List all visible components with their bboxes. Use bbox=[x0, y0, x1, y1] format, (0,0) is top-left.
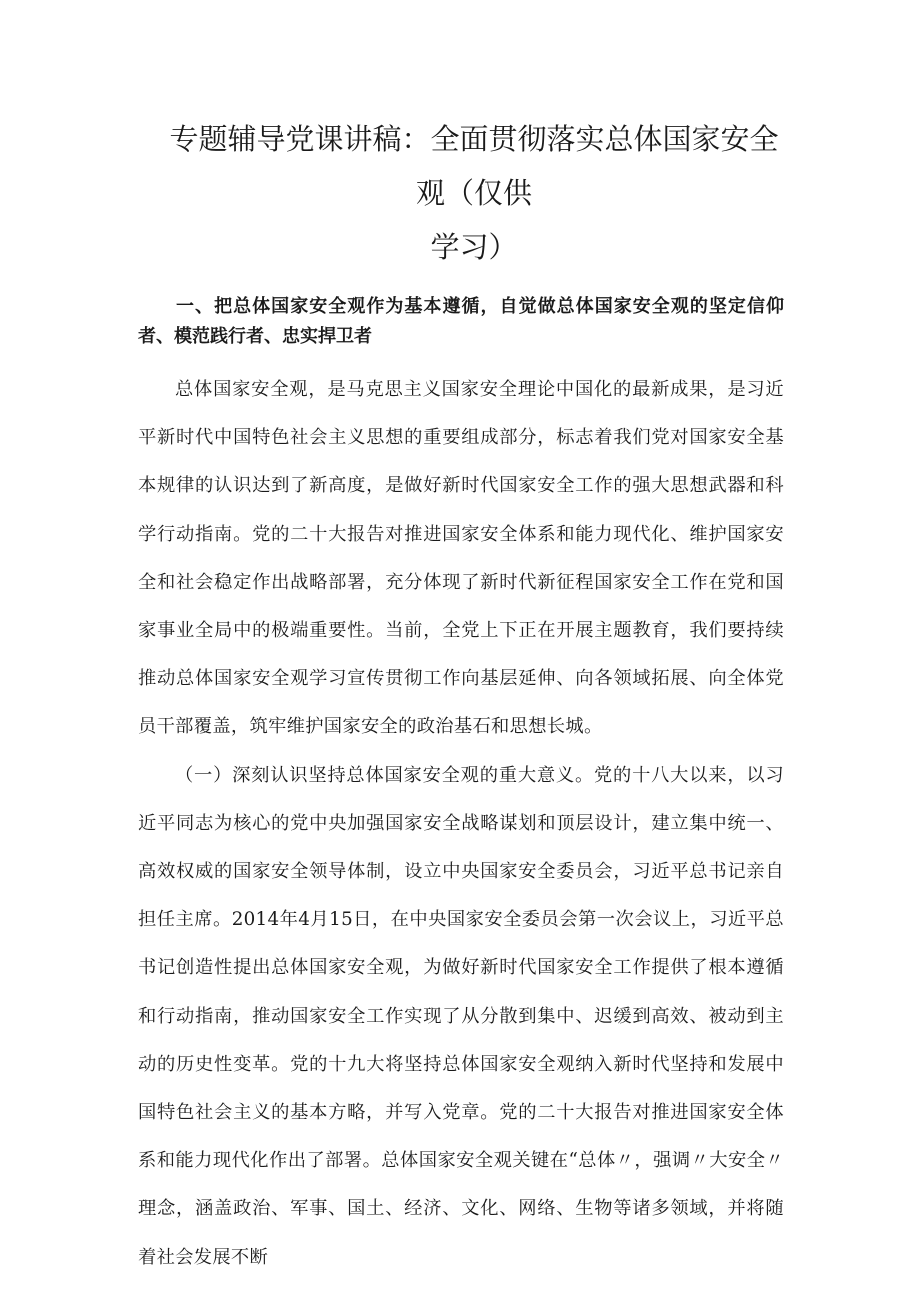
section-heading-1: 一、把总体国家安全观作为基本遵循，自觉做总体国家安全观的坚定信仰者、模范践行者、忠实捍卫者 bbox=[138, 296, 784, 347]
body-paragraph-1: 总体国家安全观，是马克思主义国家安全理论中国化的最新成果，是习近平新时代中国特色社会主义思想的重要组成部分，标志着我们党对国家安全基本规律的认识达到了新高度，是做好新时代国家安全工作的强大思想武器和科学行动指南。党的二十大报告对推进国家安全体系和能力现代化、维护国家安全和社会稳定作出战略部署，充分体现了新时代新征程国家安全工作在党和国家事业全局中的极端重要性。当前，全党上下正在开展主题教育，我们要持续推动总体国家安全观学习宣传贯彻工作向基层延伸、向各领域拓展、向全体党员干部覆盖，筑牢维护国家安全的政治基石和思想长城。 bbox=[138, 379, 784, 738]
document-title-line-1: 专题辅导党课讲稿：全面贯彻落实总体国家安全观（仅供 bbox=[169, 122, 779, 210]
document-title-line-2: 学习） bbox=[430, 230, 518, 264]
body-paragraph-2: （一）深刻认识坚持总体国家安全观的重大意义。党的十八大以来，以习近平同志为核心的党中央加强国家安全战略谋划和顶层设计，建立集中统一、高效权威的国家安全领导体制，设立中央国家安全委员会，习近平总书记亲自担任主席。2014年4月15日，在中央国家安全委员会第一次会议上，习近平总书记创造性提出总体国家安全观，为做好新时代国家安全工作提供了根本遵循和行动指南，推动国家安全工作实现了从分散到集中、迟缓到高效、被动到主动的历史性变革。党的十九大将坚持总体国家安全观纳入新时代坚持和发展中国特色社会主义的基本方略，并写入党章。党的二十大报告对推进国家安全体系和能力现代化作出了部署。总体国家安全观关键在“总体〃，强调〃大安全〃理念，涵盖政治、军事、国土、经济、文化、网络、生物等诸多领域，并将随着社会发展不断 bbox=[138, 764, 784, 1268]
document-title bbox=[138, 112, 784, 274]
